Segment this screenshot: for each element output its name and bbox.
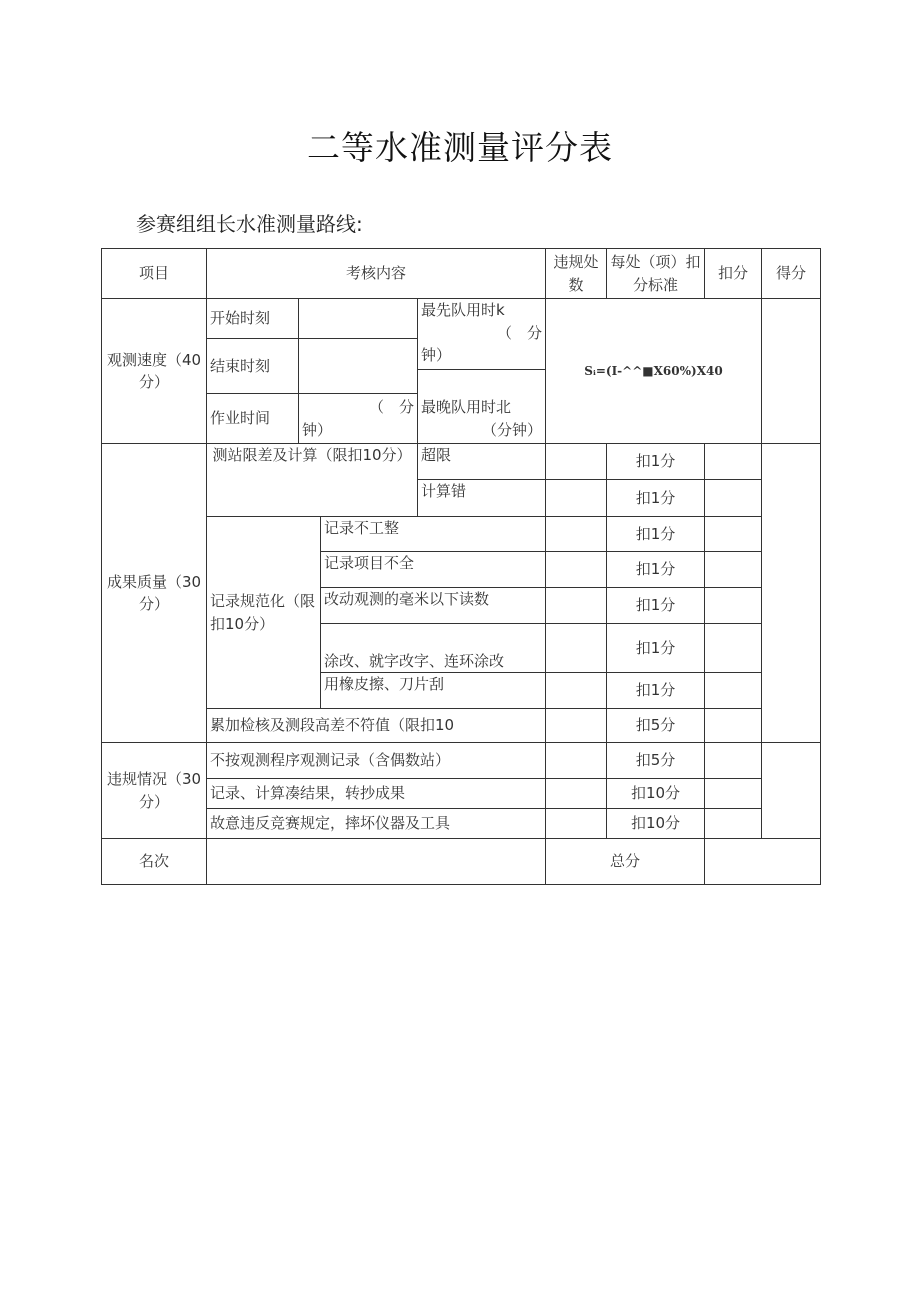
violation-item-1: 不按观测程序观测记录（含偶数站） (207, 743, 546, 779)
violation-deduct-value-1 (705, 743, 762, 779)
start-time-value (299, 299, 418, 339)
last-team-label: 最晚队用时北 (421, 398, 512, 416)
record-deduct-5: 扣1分 (607, 673, 705, 709)
over-limit-label: 超限 (418, 444, 546, 480)
page-title: 二等水准测量评分表 (307, 128, 613, 167)
record-item-2: 记录项目不全 (321, 552, 546, 588)
violation-item-2: 记录、计算凑结果，转抄成果 (207, 779, 546, 809)
record-deduct-value-2 (705, 552, 762, 588)
accumulate-row (102, 709, 821, 743)
over-limit-deduct-value (705, 444, 762, 480)
record-count-2 (546, 552, 607, 588)
record-count-1 (546, 517, 607, 552)
speed-label: 观测速度（40分） (102, 299, 207, 444)
violation-row-1 (102, 743, 821, 779)
last-team-unit: （分钟） (482, 420, 543, 439)
rank-label: 名次 (102, 839, 207, 885)
speed-formula: Sᵢ=(I-^^■X60%)X40 (546, 299, 762, 444)
work-time-value (299, 394, 418, 444)
violation-deduct-value-2 (705, 779, 762, 809)
record-deduct-value-3 (705, 588, 762, 624)
total-value (705, 839, 821, 885)
accumulate-count (546, 709, 607, 743)
header-score: 得分 (762, 249, 821, 299)
record-norm-label: 记录规范化（限扣10分） (207, 517, 321, 709)
header-violation-count: 违规处数 (546, 249, 607, 299)
record-deduct-1: 扣1分 (607, 517, 705, 552)
record-count-4 (546, 624, 607, 673)
record-item-3: 改动观测的毫米以下读数 (321, 588, 546, 624)
first-team-label: 最先队用时k (421, 301, 505, 319)
record-item-4: 涂改、就字改字、连环涂改 (321, 624, 546, 673)
total-label: 总分 (546, 839, 705, 885)
record-deduct-value-1 (705, 517, 762, 552)
start-time-label: 开始时刻 (207, 299, 299, 339)
speed-score (762, 299, 821, 444)
quality-row-over-limit (102, 444, 821, 480)
footer-row (102, 839, 821, 885)
rank-value (207, 839, 546, 885)
violation-row-3 (102, 809, 821, 839)
over-limit-count (546, 444, 607, 480)
first-team-unit-a: （ 分 (497, 323, 543, 342)
calc-error-label: 计算错 (418, 480, 546, 517)
quality-score (762, 444, 821, 743)
work-time-label: 作业时间 (207, 394, 299, 444)
header-deduct: 扣分 (705, 249, 762, 299)
accumulate-deduct: 扣5分 (607, 709, 705, 743)
score-table (101, 248, 821, 885)
violation-deduct-3: 扣10分 (607, 809, 705, 839)
first-team-cell (418, 299, 546, 370)
calc-error-deduct-value (705, 480, 762, 517)
work-unit-b: 钟） (302, 420, 333, 439)
over-limit-deduct: 扣1分 (607, 444, 705, 480)
violation-score (762, 743, 821, 839)
quality-label: 成果质量（30分） (102, 444, 207, 743)
record-item-5: 用橡皮擦、刀片刮 (321, 673, 546, 709)
header-content: 考核内容 (207, 249, 546, 299)
violation-deduct-2: 扣10分 (607, 779, 705, 809)
violation-deduct-value-3 (705, 809, 762, 839)
violation-count-2 (546, 779, 607, 809)
accumulate-deduct-value (705, 709, 762, 743)
record-count-5 (546, 673, 607, 709)
record-deduct-3: 扣1分 (607, 588, 705, 624)
record-deduct-value-5 (705, 673, 762, 709)
record-count-3 (546, 588, 607, 624)
record-deduct-4: 扣1分 (607, 624, 705, 673)
route-label: 参赛组组长水准测量路线: (136, 212, 363, 236)
violation-deduct-1: 扣5分 (607, 743, 705, 779)
record-item-1: 记录不工整 (321, 517, 546, 552)
calc-error-deduct: 扣1分 (607, 480, 705, 517)
header-item: 项目 (102, 249, 207, 299)
header-standard: 每处（项）扣分标准 (607, 249, 705, 299)
end-time-label: 结束时刻 (207, 339, 299, 394)
violation-label: 违规情况（30分） (102, 743, 207, 839)
last-team-cell (418, 370, 546, 444)
record-deduct-value-4 (705, 624, 762, 673)
accumulate-label: 累加检核及测段高差不符值（限扣10 (207, 709, 546, 743)
speed-row-start (102, 299, 821, 339)
violation-row-2 (102, 779, 821, 809)
end-time-value (299, 339, 418, 394)
violation-item-3: 故意违反竞赛规定，摔坏仪器及工具 (207, 809, 546, 839)
station-limit-label: 测站限差及计算（限扣10分） (207, 444, 418, 517)
calc-error-count (546, 480, 607, 517)
violation-count-1 (546, 743, 607, 779)
first-team-unit-b: 钟） (421, 346, 452, 364)
record-deduct-2: 扣1分 (607, 552, 705, 588)
violation-count-3 (546, 809, 607, 839)
work-unit-a: （ 分 (368, 398, 414, 416)
record-row-1 (102, 517, 821, 552)
header-row (102, 249, 821, 299)
